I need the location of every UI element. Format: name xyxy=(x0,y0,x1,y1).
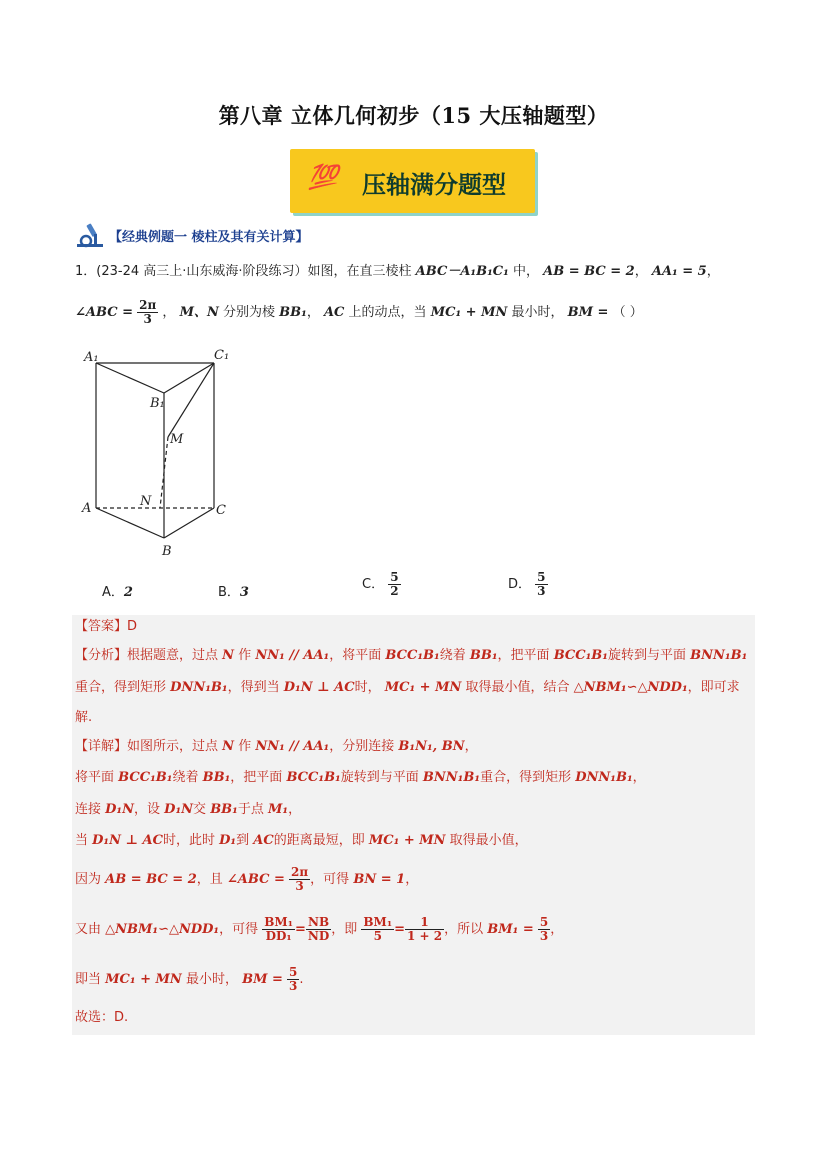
fraction: $\frac{5}{2}$ xyxy=(390,570,399,598)
question-line-1 xyxy=(75,262,720,282)
microscope-icon xyxy=(75,222,107,248)
fraction: $\frac{\text{BM₁}}{\text{DD₁}}$ xyxy=(264,915,293,943)
question-line-2 xyxy=(75,299,643,326)
choice-d[interactable] xyxy=(508,571,548,598)
choice-letter: D． xyxy=(508,577,532,592)
question-text: 中， xyxy=(512,264,539,279)
fraction: $\frac{\text{BM₁}}{5}$ xyxy=(363,915,393,943)
label-a1: A₁ xyxy=(84,350,99,365)
fraction: $\frac{NB}{ND}$ xyxy=(307,915,330,943)
fraction: $\frac{2\pi}{3}$ xyxy=(291,865,309,893)
question-text: ， xyxy=(634,264,648,279)
banner xyxy=(290,149,535,213)
fraction: $\frac{5}{3}$ xyxy=(539,915,549,943)
question-text: ， xyxy=(162,305,176,320)
label-a: A xyxy=(82,501,92,516)
section-label: 【经典例题一 棱柱及其有关计算】 xyxy=(109,229,309,245)
label-c1: C₁ xyxy=(214,348,230,363)
math-expr: AA₁ = 5 xyxy=(651,264,707,279)
math-expr: BM = xyxy=(567,305,609,320)
choice-letter: A． xyxy=(102,585,124,600)
label-c: C xyxy=(216,503,226,518)
choice-letter: B． xyxy=(218,585,240,600)
prism-figure xyxy=(78,345,238,560)
math-expr: M、N xyxy=(179,305,219,320)
detail-line-4: 当 D₁N ⊥ AC时，此时 D₁到 AC的距离最短，即 MC₁ + MN 取得最小值， xyxy=(75,833,528,848)
question-text: ， xyxy=(306,305,320,320)
math-expr: ∠ABC = xyxy=(75,305,133,320)
answer-blank: （ ） xyxy=(612,305,643,320)
page-title: 第八章 立体几何初步（15 大压轴题型） xyxy=(218,103,609,128)
question-text: 上的动点，当 xyxy=(348,305,427,320)
math-expr: BB₁ xyxy=(279,305,307,320)
detail-line-2: 将平面 BCC₁B₁绕着 BB₁，把平面 BCC₁B₁旋转到与平面 BNN₁B₁重合，得到矩形 DNN₁B₁， xyxy=(75,770,646,785)
answer-line: 【答案】D xyxy=(75,619,138,634)
question-text: 最小时， xyxy=(511,305,564,320)
choice-b[interactable] xyxy=(218,581,249,600)
label-n: N xyxy=(140,494,152,509)
detail-line-1: 【详解】如图所示，过点 N 作 NN₁ // AA₁，分别连接 B₁N₁, BN， xyxy=(75,739,478,754)
choice-value: 2 xyxy=(123,585,133,600)
math-expr: AB = BC = 2 xyxy=(543,264,635,279)
banner-text: 压轴满分题型 xyxy=(362,171,506,199)
detail-line-8: 故选：D. xyxy=(75,1010,129,1025)
detail-line-5: 因为 AB = BC = 2，且 ∠ABC = $\frac{2\pi}{3}$ ，可得 BN = 1， xyxy=(75,865,419,893)
choice-value: 3 xyxy=(239,585,249,600)
section-heading xyxy=(75,222,309,248)
label-m: M xyxy=(170,432,184,447)
analysis-line-2: 重合，得到矩形 DNN₁B₁，得到当 D₁N ⊥ AC时， MC₁ + MN 取得最小值，结合 △NBM₁∽△NDD₁，即可求 xyxy=(75,680,740,695)
fraction: $\frac{1}{1 + 2}$ xyxy=(407,915,443,943)
detail-line-3: 连接 D₁N，设 D₁N交 BB₁于点 M₁， xyxy=(75,802,302,817)
prism-symbol: ABC－A₁B₁C₁ xyxy=(415,264,509,279)
choice-c[interactable] xyxy=(362,571,401,598)
question-text: 分别为棱 xyxy=(222,305,275,320)
choice-letter: C． xyxy=(362,577,385,592)
hundred-points-icon: 💯 xyxy=(308,163,336,191)
choice-a[interactable] xyxy=(102,581,133,600)
question-text: ， xyxy=(706,264,720,279)
analysis-line-1: 【分析】根据题意，过点 N 作 NN₁ // AA₁，将平面 BCC₁B₁绕着 BB₁，把平面 BCC₁B₁旋转到与平面 BNN₁B₁ xyxy=(75,648,748,663)
fraction: $\frac{5}{3}$ xyxy=(537,570,546,598)
question-text: 1．(23-24 高三上·山东威海·阶段练习）如图，在直三棱柱 xyxy=(75,264,412,279)
label-b1: B₁ xyxy=(150,396,165,411)
math-expr: AC xyxy=(323,305,345,320)
detail-line-7: 即当 MC₁ + MN 最小时， BM = $\frac{5}{3}$ . xyxy=(75,965,304,993)
fraction: $\frac{5}{3}$ xyxy=(289,965,298,993)
detail-line-6: 又由 △NBM₁∽△NDD₁，可得 $\frac{\text{BM₁}}{\text{DD₁}}$ = $\frac{NB}{ND}$ ，即 $\frac{\text{BM₁}}{5}$ = $\frac{1}{1 + 2}$ ，所以 BM₁ = $\frac{5}{3}$ ， xyxy=(75,915,564,943)
math-expr: MC₁ + MN xyxy=(430,305,508,320)
fraction: $\frac{2\pi}{3}$ xyxy=(139,298,157,326)
label-b: B xyxy=(162,544,172,559)
analysis-line-3: 解. xyxy=(75,710,93,725)
